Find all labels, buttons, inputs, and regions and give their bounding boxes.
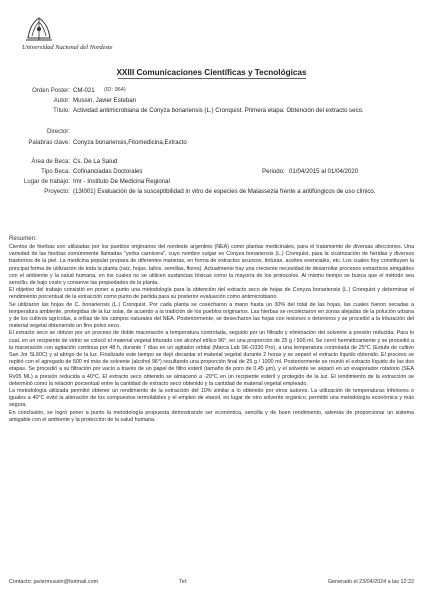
university-name: Universidad Nacional del Nordeste <box>22 44 113 51</box>
titulo-label: Título: <box>53 107 70 114</box>
resumen-paragraph: Se utilizaron las hojas de C. bonariensis (L.) Cronquist. Por cada planta se cosecharon a mano hasta un 30% del total de las hojas, las cuales fueron secadas a temperatura ambiente, protegidas de la luz solar, de acuerdo a la tradición de los pueblos originarios. Las hierbas se recolectaron en zonas alejadas de la polución urbana y de los cultivos agrícolas, a orillas de los campos naturales del NEA. Posteriormente, se desecharon las hojas con lesiones o deterioros y se procedió a la trituración del material vegetal obteniendo un fino polvo seco. <box>9 301 414 330</box>
resumen-body <box>9 244 414 424</box>
title-divider <box>118 78 306 79</box>
resumen-paragraph: El objetivo del trabajo consistió en poner a punto una metodología para la obtención del extracto seco de hojas de Conyza bonariensis (L.) Cronquist y determinar el rendimiento porcentual de la extracción como punto de partida para su posterior evaluación como antimicrobiano. <box>9 287 414 301</box>
footer-tel: Tel: <box>179 579 188 585</box>
university-crest-icon <box>22 14 56 44</box>
university-logo <box>22 14 142 62</box>
footer-generated: Generado el 23/04/2024 a las 12:22 <box>327 579 414 585</box>
orden-poster-note: (ID: 964) <box>104 87 126 93</box>
director-label: Director: <box>46 128 70 135</box>
resumen-paragraph: El extracto seco se obtuvo por un proceso de doble maceración a temperatura controlada, seguido por un filtrado y eliminación del solvente a presión reducida. Para lo cual, en un recipiente de vidrio se colocó el material vegetal triturado con alcohol etílico 96°, en una proporción de 25 g / 500 ml. Se cerró herméticamente y se procedió a la maceración con agitación continua por 48 h, durante 7 días en un agitador orbital (Marca Lab SK-O330 Pro), a una temperatura controlada de 25°C (Estufa de cultivo San Jor SL60C) y al abrigo de la luz. Finalizado este tiempo se dejó decantar el material vegetal durante 2 horas y se separó el extracto líquido obtenido. El proceso se repitió con el agregado de 500 ml más de solvente (alcohol 96°) resultando una proporción final de 25 g / 1000 ml. Posteriormente se reunió el extracto líquido de las dos etapas. Se procedió a su filtración por vacío a través de un papel de filtro estéril (tamaño de poro de 0,45 µm), y el solvente se separó en un evaporador rotatorio (SEA Rv05 ML) a presión reducida a 40°C. El extracto seco obtenido se almacenó a -20°C en un recipiente estéril y protegido de la luz. El rendimiento de la extracción se determinó como la relación porcentual entre la cantidad de extracto seco obtenido y la cantidad de material vegetal empleado. <box>9 330 414 387</box>
lugar-trabajo-label: Lugar de trabajo: <box>23 178 70 185</box>
resumen-paragraph: En conclusión, se logró poner a punto la metodología propuesta demostrando ser económica, sencilla y de buen rendimiento, además de proporcionar un sistema amigable con el ambiente y la protección de la salud humana. <box>9 409 414 423</box>
periodo-value: 01/04/2015 al 01/04/2020 <box>289 168 359 175</box>
conference-title: XXIII Comunicaciones Científicas y Tecnológicas <box>116 68 307 77</box>
footer-contact: Contacto: javiermussin@hotmail.com <box>9 579 99 585</box>
proyecto-value: (13I001) Evaluación de la susceptibilidad in vitro de especies de Malassezia frente a antifúngicos de uso clínico. <box>73 188 376 195</box>
orden-poster-label: Orden Poster: <box>32 87 70 94</box>
lugar-trabajo-value: Imr - Instituto De Medicina Regional <box>73 178 170 185</box>
resumen-heading: Resumen: <box>9 235 37 242</box>
autor-value: Mussin, Javier Esteban <box>73 97 136 104</box>
page-footer <box>9 579 414 588</box>
resumen-paragraph: La metodología utilizada permitió obtener un rendimiento de la extracción del 10% similar a lo obtenido por otros autores. La utilización de temperaturas inferiores o iguales a 40°C evitó la alteración de los compuestos termolábiles y el empleo de etanol, en lugar de otro solvente orgánico, permitió una metodología económica y más segura. <box>9 388 414 409</box>
area-beca-label: Área de Beca: <box>31 158 70 165</box>
titulo-value: Actividad antimicrobiana de Conyza bonariensis (L.) Cronquist. Primera etapa: Obtención del extracto seco. <box>73 107 364 114</box>
orden-poster-value: CM-021 <box>73 87 95 94</box>
resumen-paragraph: Cientos de hierbas son utilizadas por los pueblos originarios del nordeste argentino (NEA) como plantas medicinales, para el tratamiento de diversas afecciones. Una variedad de las hierbas comúnmente llamadas "yerba carnicera", cuyo nombre vulgar es Conyza bonariensis (L.) Cronquist, para la cicatrización de heridas y diversos trastornos de la piel. La medicina popular prepara de diferentes maneras, en forma de extractos acuosos, tinturas, aceites esenciales, etc. Los cuales hoy constituyen la principal forma de utilización de toda la planta (raíz, hojas, tallos, semillas, flores). Actualmente hay una creciente necesidad de desarrollar procesos extractivos amigables con el ambiente y la salud humana, en los cuales no se utilicen sustancias tóxicas como la mayoría de los protocolos. Al mismo tiempo se busca que el método sea sencillo, de bajo costo y conserve las propiedades de la planta. <box>9 244 414 287</box>
palabras-clave-label: Palabras clave: <box>28 139 70 146</box>
tipo-beca-value: Cofinanciadas Doctorales <box>73 168 143 175</box>
tipo-beca-label: Tipo Beca: <box>41 168 70 175</box>
palabras-clave-value: Conyza bonariensis,Fitomedicina,Extracto <box>73 139 187 146</box>
proyecto-label: Proyecto: <box>44 188 70 195</box>
autor-label: Autor: <box>53 97 70 104</box>
periodo-label: Periodo: <box>262 168 285 175</box>
area-beca-value: Cs. De La Salud <box>73 158 118 165</box>
